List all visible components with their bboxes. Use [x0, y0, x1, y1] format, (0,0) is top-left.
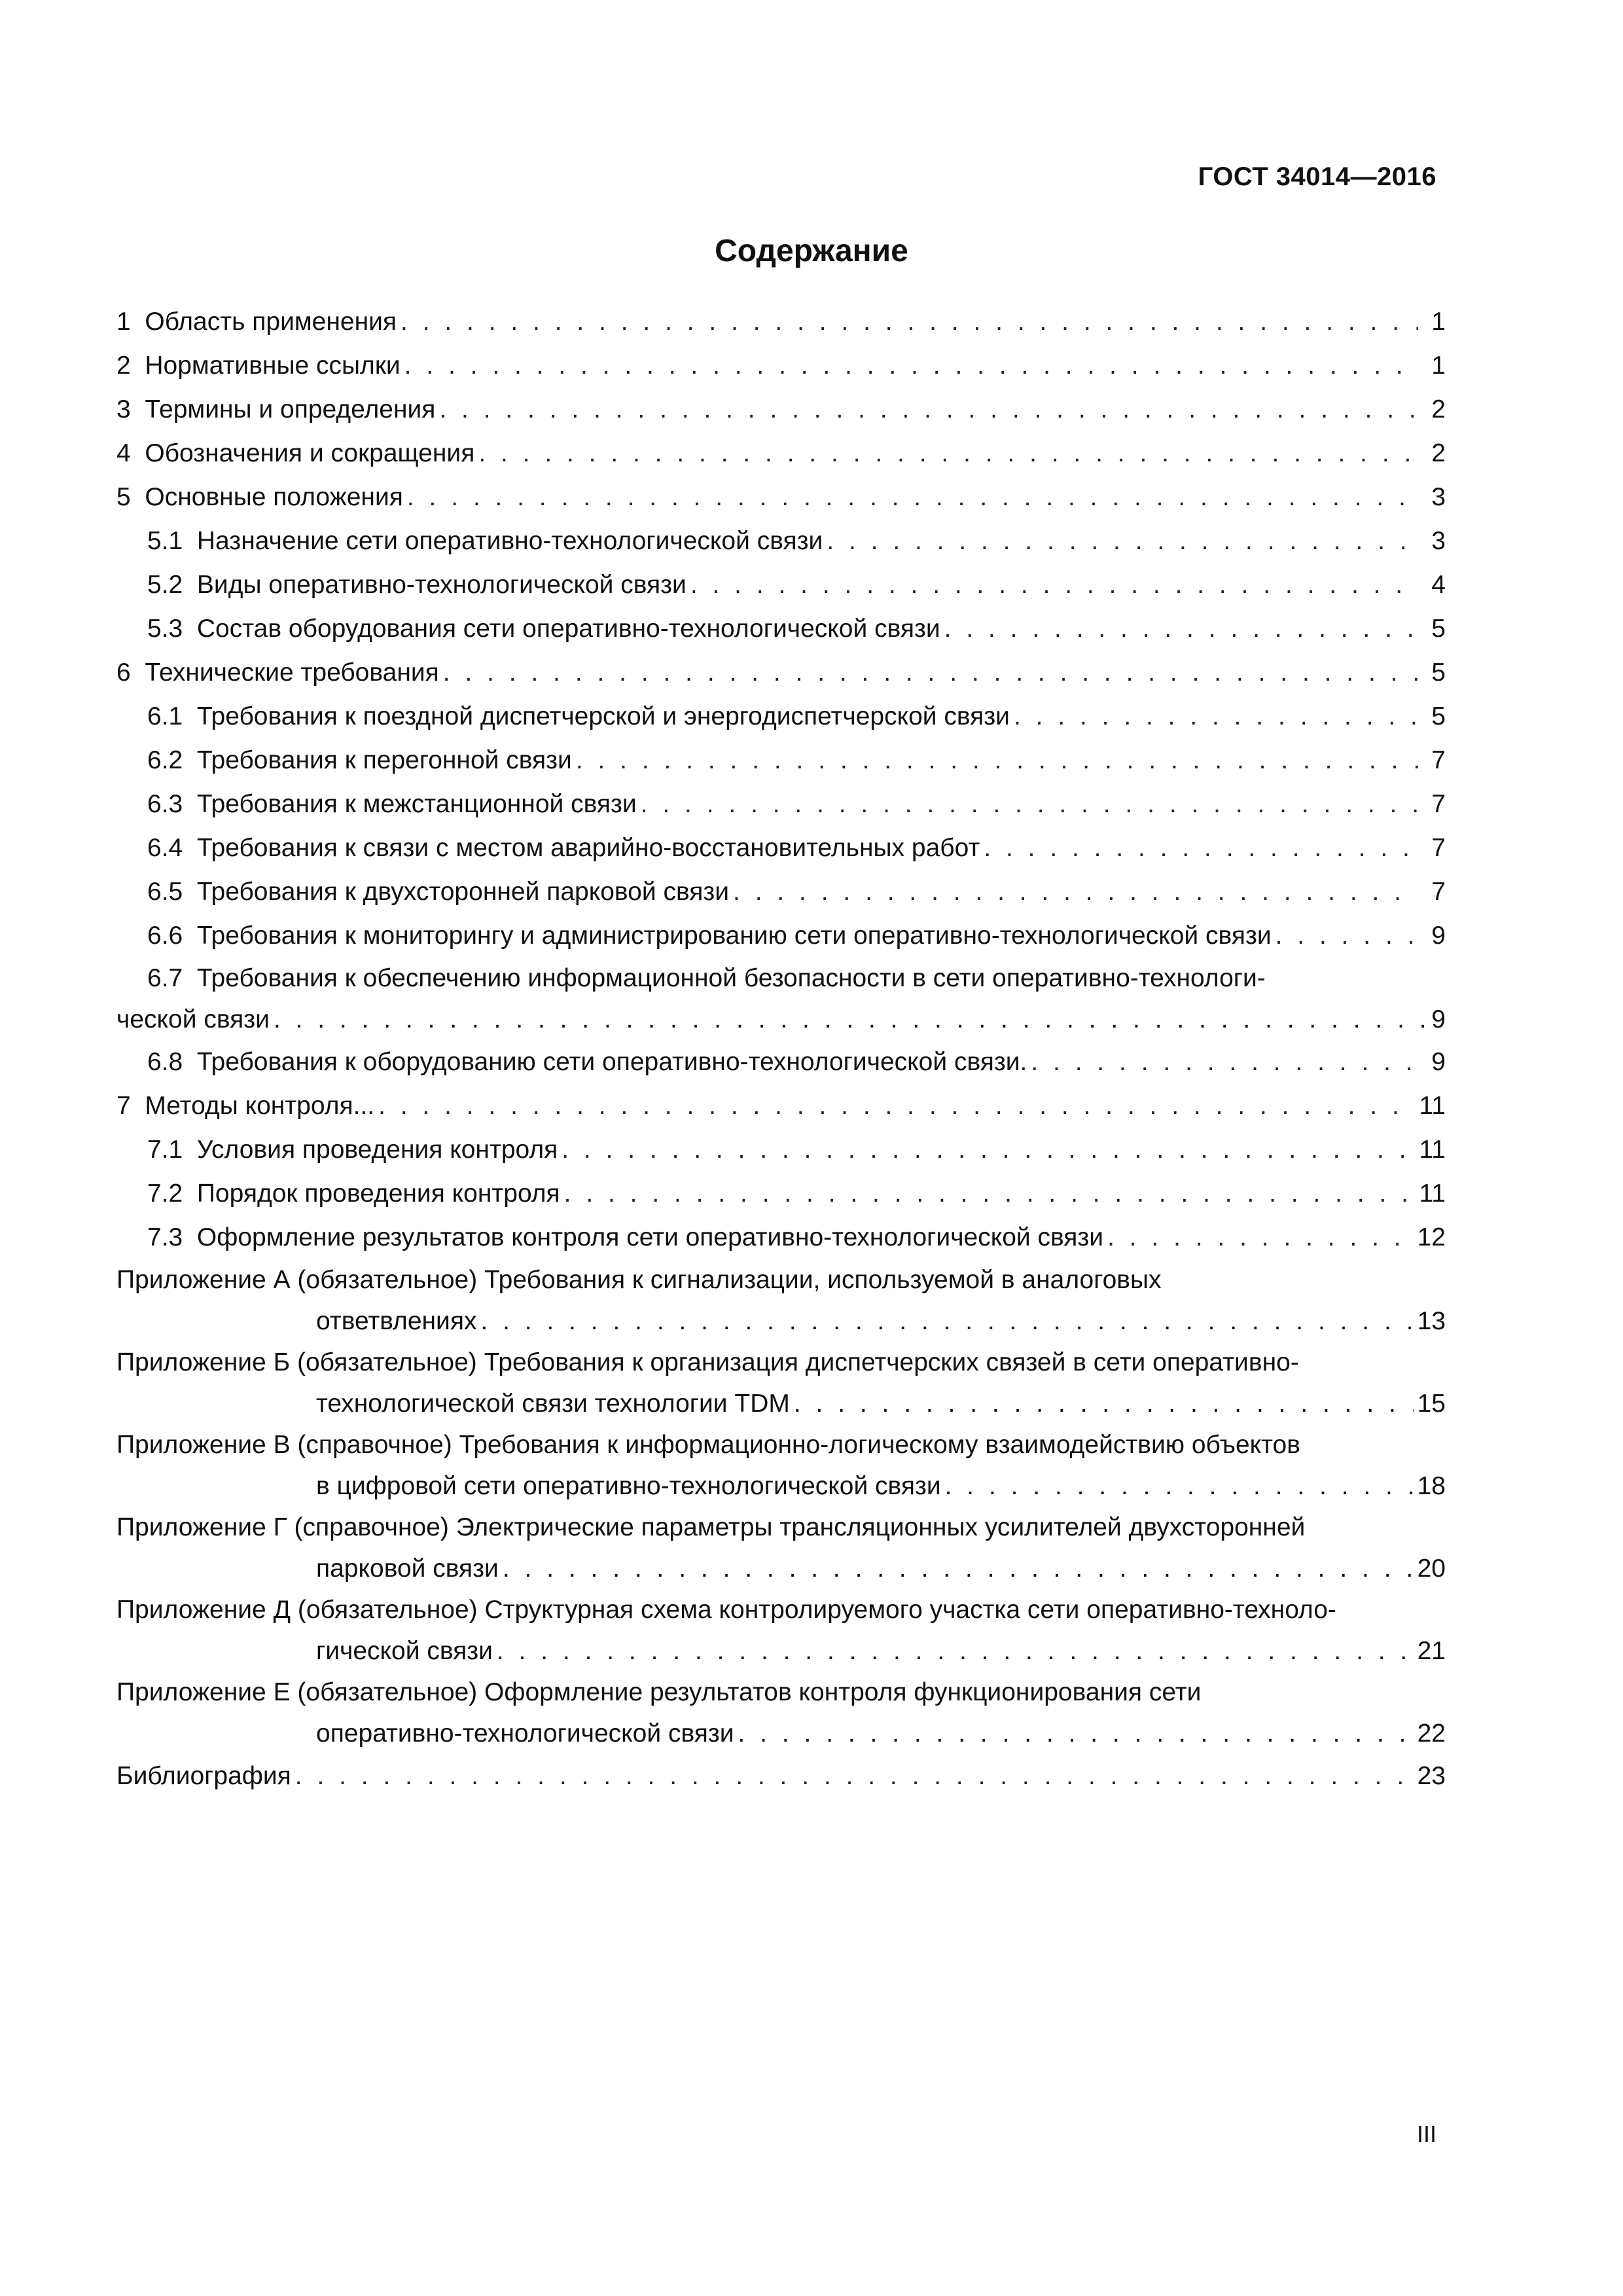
dot-leader	[1031, 1040, 1418, 1084]
toc-subentry[interactable]	[116, 1040, 1446, 1084]
dot-leader	[480, 1300, 1413, 1342]
toc-title: Требования к связи с местом аварийно-восстановительных работ	[196, 834, 980, 862]
toc-title: Методы контроля...	[145, 1092, 375, 1120]
toc-number: 5.2	[147, 571, 183, 599]
toc-title: Основные положения	[145, 483, 403, 511]
toc-entry[interactable]	[116, 431, 1446, 475]
appendix-title: Приложение В (справочное) Требования к информационно-логическому взаимодействию объектов	[116, 1431, 1300, 1459]
dot-leader	[1275, 914, 1418, 958]
toc-page: 4	[1431, 571, 1446, 599]
toc-subentry[interactable]	[116, 782, 1446, 826]
dot-leader	[690, 563, 1418, 607]
toc-number: 4	[116, 439, 131, 467]
toc-appendix-v[interactable]	[116, 1424, 1446, 1507]
dot-leader	[1014, 694, 1418, 738]
dot-leader	[407, 475, 1418, 519]
toc-entry[interactable]	[116, 475, 1446, 519]
toc-number: 6.2	[147, 746, 183, 774]
toc-title: Требования к оборудованию сети оперативно-технологической связи.	[196, 1048, 1027, 1076]
toc-number: 2	[116, 351, 131, 380]
dot-leader	[562, 1128, 1415, 1172]
dot-leader	[295, 1754, 1414, 1798]
toc-subentry[interactable]	[116, 870, 1446, 914]
toc-page: 7	[1431, 878, 1446, 906]
dot-leader	[641, 782, 1418, 826]
dot-leader	[564, 1172, 1416, 1215]
dot-leader	[1107, 1215, 1414, 1259]
toc-entry[interactable]	[116, 300, 1446, 344]
toc-title: Требования к мониторингу и администрированию сети оперативно-технологической связи	[196, 922, 1272, 950]
toc-title: Нормативные ссылки	[145, 351, 401, 380]
toc-number: 6.8	[147, 1048, 183, 1076]
toc-subentry[interactable]	[116, 738, 1446, 782]
toc-entry[interactable]	[116, 651, 1446, 694]
dot-leader	[945, 1465, 1414, 1507]
toc-page: 9	[1431, 1048, 1446, 1076]
toc-page: 5	[1431, 702, 1446, 730]
toc-page: 23	[1417, 1762, 1446, 1790]
toc-title: Оформление результатов контроля сети оперативно-технологической связи	[196, 1223, 1104, 1251]
document-code: ГОСТ 34014—2016	[1198, 162, 1436, 191]
toc-subentry[interactable]	[116, 958, 1446, 1040]
appendix-title: Приложение Б (обязательное) Требования к организация диспетчерских связей в сети оперативно-	[116, 1348, 1299, 1376]
toc-subentry[interactable]	[116, 1172, 1446, 1215]
toc-page: 2	[1431, 395, 1446, 423]
toc-number: 7.1	[147, 1136, 183, 1164]
toc-title: Назначение сети оперативно-технологической связи	[196, 527, 823, 555]
appendix-title-continued: парковой связи	[316, 1554, 499, 1583]
dot-leader	[827, 519, 1418, 563]
dot-leader	[497, 1630, 1414, 1672]
toc-number: 6.3	[147, 790, 183, 818]
toc-page: 21	[1417, 1637, 1446, 1665]
page-number: III	[1416, 2121, 1436, 2147]
toc-number: 6	[116, 658, 131, 687]
toc-title: Требования к обеспечению информационной безопасности в сети оперативно-технологи-	[196, 964, 1266, 992]
toc-number: 7.2	[147, 1179, 183, 1208]
toc-page: 20	[1417, 1554, 1446, 1583]
toc-subentry[interactable]	[116, 519, 1446, 563]
toc-title: Термины и определения	[145, 395, 436, 423]
dot-leader	[404, 344, 1418, 387]
toc-page: 13	[1417, 1307, 1446, 1335]
toc-number: 6.4	[147, 834, 183, 862]
toc-number: 1	[116, 308, 131, 336]
toc-page: 1	[1431, 351, 1446, 380]
toc-number: 6.6	[147, 922, 183, 950]
appendix-title-continued: технологической связи технологии TDM	[316, 1390, 790, 1418]
toc-appendix-b[interactable]	[116, 1342, 1446, 1424]
toc-title: Технические требования	[145, 658, 439, 687]
appendix-title-continued: оперативно-технологической связи	[316, 1719, 734, 1748]
toc-page: 7	[1431, 834, 1446, 862]
toc-entry[interactable]	[116, 387, 1446, 431]
toc-number: 5	[116, 483, 131, 511]
toc-number: 7.3	[147, 1223, 183, 1251]
toc-subentry[interactable]	[116, 914, 1446, 958]
toc-page: 11	[1419, 1092, 1446, 1120]
toc-title: Условия проведения контроля	[196, 1136, 558, 1164]
dot-leader	[984, 826, 1418, 870]
toc-appendix-g[interactable]	[116, 1507, 1446, 1589]
toc-bibliography[interactable]	[116, 1754, 1446, 1798]
toc-subentry[interactable]	[116, 563, 1446, 607]
toc-subentry[interactable]	[116, 694, 1446, 738]
appendix-title-continued: в цифровой сети оперативно-технологической связи	[316, 1472, 941, 1500]
dot-leader	[576, 738, 1418, 782]
appendix-title-continued: гической связи	[316, 1637, 493, 1665]
page-title: Содержание	[715, 234, 908, 268]
toc-page: 18	[1417, 1472, 1446, 1500]
toc-page: 1	[1431, 308, 1446, 336]
toc-page: 12	[1417, 1223, 1446, 1251]
toc-appendix-a[interactable]	[116, 1259, 1446, 1342]
toc-page: 9	[1431, 922, 1446, 950]
dot-leader	[794, 1383, 1414, 1424]
toc-title-continued: ческой связи	[116, 1005, 270, 1033]
toc-number: 6.1	[147, 702, 183, 730]
appendix-title: Приложение А (обязательное) Требования к сигнализации, используемой в аналоговых	[116, 1266, 1162, 1294]
dot-leader	[274, 999, 1427, 1040]
toc-title: Обозначения и сокращения	[145, 439, 475, 467]
toc-page: 5	[1431, 615, 1446, 643]
toc-page: 9	[1431, 1005, 1446, 1033]
toc-page: 3	[1431, 483, 1446, 511]
toc-page: 11	[1419, 1179, 1446, 1208]
dot-leader	[378, 1084, 1415, 1128]
toc-title: Состав оборудования сети оперативно-технологической связи	[196, 615, 940, 643]
toc-title: Требования к перегонной связи	[196, 746, 572, 774]
dot-leader	[439, 387, 1418, 431]
toc-page: 3	[1431, 527, 1446, 555]
toc-page: 11	[1419, 1136, 1446, 1164]
dot-leader	[443, 651, 1418, 694]
appendix-title: Приложение Д (обязательное) Структурная схема контролируемого участка сети оперативно-техноло-	[116, 1596, 1336, 1624]
toc-title: Область применения	[145, 308, 397, 336]
toc-subentry[interactable]	[116, 826, 1446, 870]
toc-appendix-d[interactable]	[116, 1589, 1446, 1672]
table-of-contents	[116, 300, 1446, 1798]
dot-leader	[733, 870, 1418, 914]
toc-number: 7	[116, 1092, 131, 1120]
toc-subentry[interactable]	[116, 1128, 1446, 1172]
toc-title: Требования к поездной диспетчерской и энергодиспетчерской связи	[196, 702, 1010, 730]
toc-title: Виды оперативно-технологической связи	[196, 571, 687, 599]
toc-number: 6.7	[147, 964, 183, 992]
dot-leader	[944, 607, 1418, 651]
appendix-title: Приложение Г (справочное) Электрические параметры трансляционных усилителей двухсторонней	[116, 1513, 1306, 1541]
toc-entry[interactable]	[116, 1084, 1446, 1128]
toc-page: 7	[1431, 790, 1446, 818]
dot-leader	[738, 1713, 1414, 1754]
toc-number: 6.5	[147, 878, 183, 906]
toc-page: 15	[1417, 1390, 1446, 1418]
dot-leader	[503, 1548, 1414, 1589]
dot-leader	[401, 300, 1418, 344]
toc-number: 5.3	[147, 615, 183, 643]
toc-number: 5.1	[147, 527, 183, 555]
toc-number: 3	[116, 395, 131, 423]
toc-page: 2	[1431, 439, 1446, 467]
toc-page: 22	[1417, 1719, 1446, 1748]
toc-title: Требования к межстанционной связи	[196, 790, 637, 818]
appendix-title: Приложение Е (обязательное) Оформление результатов контроля функционирования сети	[116, 1678, 1202, 1706]
toc-page: 5	[1431, 658, 1446, 687]
toc-entry[interactable]	[116, 344, 1446, 387]
toc-title: Порядок проведения контроля	[196, 1179, 560, 1208]
toc-subentry[interactable]	[116, 1215, 1446, 1259]
toc-page: 7	[1431, 746, 1446, 774]
dot-leader	[478, 431, 1418, 475]
toc-title: Требования к двухсторонней парковой связи	[196, 878, 730, 906]
appendix-title-continued: ответвлениях	[316, 1307, 477, 1335]
toc-appendix-e[interactable]	[116, 1672, 1446, 1754]
toc-subentry[interactable]	[116, 607, 1446, 651]
toc-title: Библиография	[116, 1762, 291, 1790]
